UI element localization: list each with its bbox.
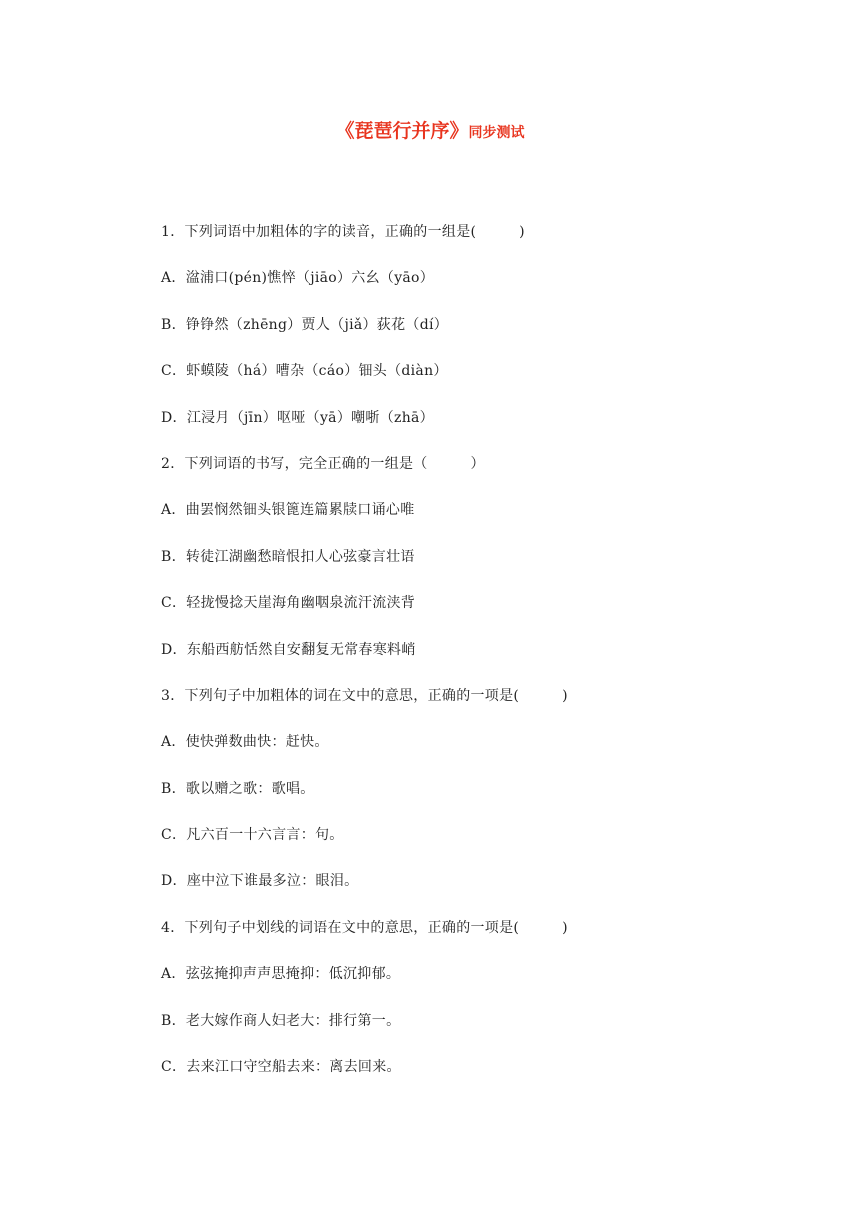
question-1-option-d: D．江浸月（jīn）呕哑（yā）嘲哳（zhā）: [161, 409, 434, 426]
question-1-stem: 1．下列词语中加粗体的字的读音，正确的一组是( ): [161, 224, 525, 240]
question-3-option-a: A．使快弹数曲快：赶快。: [161, 734, 329, 751]
question-2-option-b: B．转徒江湖幽愁暗恨扣人心弦豪言壮语: [161, 548, 415, 565]
question-3-option-b: B．歌以赠之歌：歌唱。: [161, 780, 315, 797]
question-3-stem: 3．下列句子中加粗体的词在文中的意思，正确的一项是( ): [161, 687, 568, 704]
question-1-option-c: C．虾蟆陵（há）嘈杂（cáo）钿头（diàn）: [161, 363, 448, 380]
question-3-option-d: D．座中泣下谁最多泣：眼泪。: [161, 873, 359, 890]
question-4-option-a: A．弦弦掩抑声声思掩抑：低沉抑郁。: [161, 966, 401, 983]
question-4-option-b: B．老大嫁作商人妇老大：排行第一。: [161, 1012, 401, 1029]
question-2-option-c: C．轻拢慢捻天崖海角幽咽泉流汗流浃背: [161, 595, 416, 612]
title-main: 《琵琶行并序》: [335, 120, 469, 142]
question-4-option-c: C．去来江口守空船去来：离去回来。: [161, 1059, 401, 1076]
document-title: [0, 116, 860, 143]
question-1-option-b: B．铮铮然（zhēng）贾人（jiǎ）荻花（dí）: [161, 316, 449, 333]
question-1-option-a: A．湓浦口(pén)憔悴（jiāo）六幺（yāo）: [161, 270, 435, 287]
question-2-option-a: A．曲罢悯然钿头银篦连篇累牍口诵心唯: [161, 502, 415, 519]
title-subtitle: 同步测试: [468, 125, 525, 141]
question-2-option-d: D．东船西舫恬然自安翻复无常春寒料峭: [161, 641, 416, 658]
question-3-option-c: C．凡六百一十六言言：句。: [161, 827, 344, 844]
question-4-stem: 4．下列句子中划线的词语在文中的意思，正确的一项是( ): [161, 919, 568, 936]
question-2-stem: 2．下列词语的书写，完全正确的一组是（ ）: [161, 455, 485, 472]
question-list: [161, 222, 801, 1103]
